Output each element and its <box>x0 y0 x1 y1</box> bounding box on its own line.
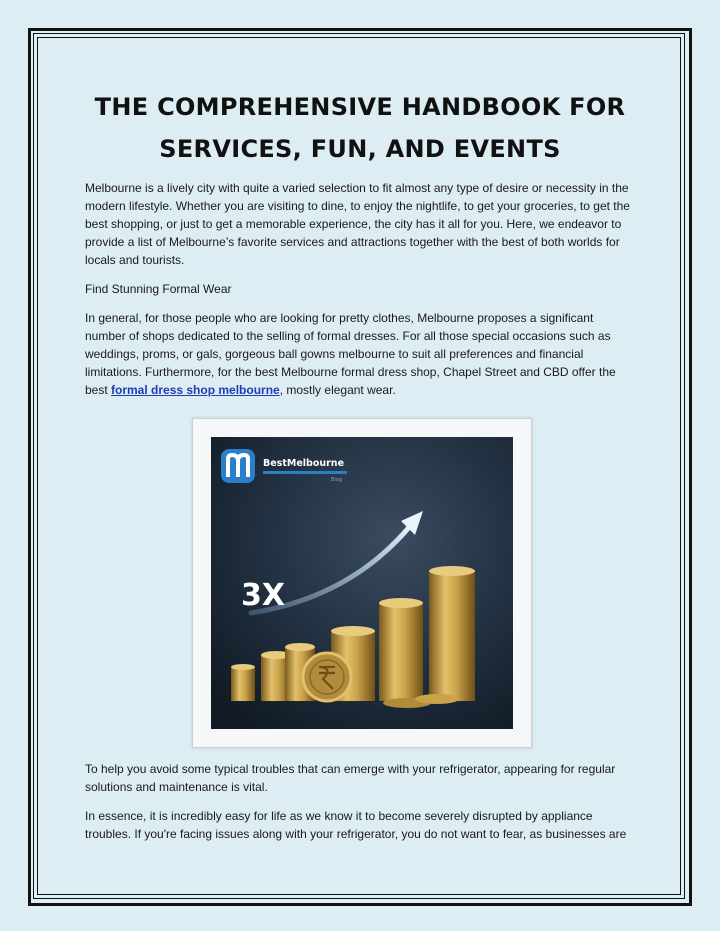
growth-image-art <box>211 437 513 729</box>
growth-image <box>192 418 532 748</box>
formal-wear-paragraph <box>85 309 637 399</box>
fridge-paragraph-2: In essence, it is incredibly easy for life as we know it to become severely disrupted by appliance troubles. If you're facing issues along with your refrigerator, you do not want to fear, as businesses are <box>85 809 627 841</box>
rupee-coin-icon <box>303 653 351 701</box>
document-body-lower <box>85 760 637 854</box>
document-body <box>85 179 637 410</box>
document-title <box>40 86 680 170</box>
document-title-line-2: SERVICES, FUN, AND EVENTS <box>159 135 561 163</box>
formal-text-before-link: In general, for those people who are looking for pretty clothes, Melbourne proposes a significant number of shops dedicated to the selling of formal dresses. For all those special occasions such as weddings, proms, or gals, gorgeous ball gowns melbourne to suit all preferences and financial limitations. Furthermore, for the best Melbourne formal dress shop, Chapel Street and CBD offer the best <box>85 311 616 397</box>
logo-text: BestMelbourne <box>263 458 345 469</box>
fridge-paragraph-1: To help you avoid some typical troubles that can emerge with your refrigerator, appearing for regular solutions and maintenance is vital. <box>85 762 616 794</box>
document-title-line-1: THE COMPREHENSIVE HANDBOOK FOR <box>94 93 626 121</box>
formal-text-after-link: , mostly elegant wear. <box>279 383 396 397</box>
section-heading: Find Stunning Formal Wear <box>85 282 232 296</box>
formal-dress-shop-link[interactable]: formal dress shop melbourne <box>111 383 280 397</box>
logo-subtext: Blog <box>331 477 343 483</box>
multiplier-text: 3X <box>241 578 286 613</box>
intro-paragraph: Melbourne is a lively city with quite a varied selection to fit almost any type of desire or necessity in the modern lifestyle. Whether you are visiting to dine, to enjoy the nightlife, to get your groceries, to get the best shopping, or just to get a memorable experience, the city has it all for you. Here, we endeavor to provide a list of Melbourne’s favorite services and attractions together with the best of both worlds for locals and tourists. <box>85 181 630 267</box>
